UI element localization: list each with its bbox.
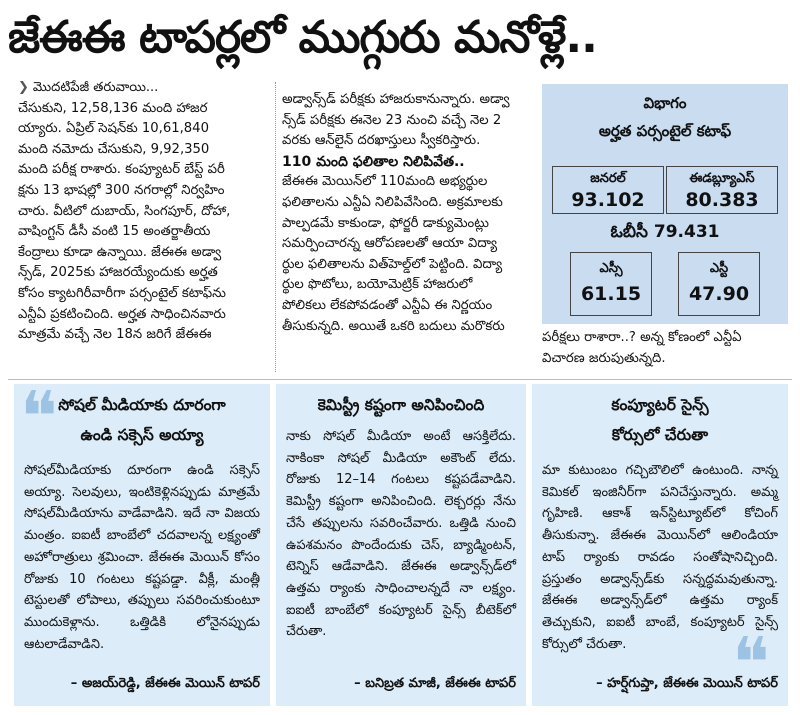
box-title-line: కోర్సులో చేరుతా — [611, 426, 709, 444]
section-divider — [8, 379, 792, 380]
cutoff-label: జనరల్ — [590, 171, 626, 186]
box-signature: – అజయ్‌రెడ్డి, జేఈఈ మెయిన్ టాపర్ — [70, 676, 260, 691]
box-signature: – బనిబ్రత మాజీ, జేఈఈ టాపర్ — [354, 676, 516, 691]
col1-line: చేసుకుని, 12,58,136 మంది హాజర — [18, 100, 208, 116]
cutoff-subtitle: అర్హత పర్సంటైల్ కటాఫ్ — [598, 122, 732, 140]
cutoff-cell-st — [678, 252, 760, 316]
col2-line: వరకు ఆన్‌లైన్ దరఖాస్తులు స్వీకరిస్తారు. — [282, 133, 481, 149]
col2-line: ర్థుల ఫొటోలు, బయోమెట్రిక్ హాజరులో — [282, 277, 473, 293]
box-title-line: కంప్యూటర్ సైన్స్ — [611, 396, 709, 414]
col1-line: మంది నమోదు చేసుకుని, 9,92,350 — [18, 141, 210, 157]
col2-line: జేఈఈ మెయిన్‌లో 110మంది అభ్యర్థుల — [282, 174, 488, 190]
cutoff-value: 79.431 — [653, 222, 720, 242]
article-column-3-tail — [542, 328, 788, 374]
cutoff-value: 93.102 — [571, 189, 645, 211]
box-title — [532, 384, 788, 450]
box-title — [276, 384, 526, 420]
col2-line: ఫలితాలను ఎన్టీఏ నిలిపివేసింది. అక్రమాలకు — [282, 194, 503, 210]
cutoff-label: ఎస్సీ — [599, 261, 623, 276]
cutoff-value: 61.15 — [580, 283, 642, 305]
cutoff-row-obc — [552, 222, 778, 246]
article-column-1 — [18, 78, 268, 378]
col2-line: ర్థుల ఫలితాలను విత్‌హెల్డ్‌లో పెట్టింది. విద్యా — [282, 256, 503, 272]
quote-mark-icon: ❝ — [20, 376, 58, 458]
kicker-text: మొదటిపేజీ తరువాయి... — [32, 80, 159, 95]
col2-line: సమర్పించారన్న ఆరోపణలతో ఆయా విద్యా — [282, 236, 498, 252]
cutoff-value: 80.383 — [685, 189, 759, 211]
col3-line: విచారణ జరుపుతున్నది. — [542, 350, 666, 366]
cutoff-label: ఎస్టీ — [709, 261, 729, 276]
col1-line: చారు. వీటిలో దుబాయ్, సింగపూర్, దోహా, — [18, 203, 231, 219]
col1-line: ఎన్టీఏ ప్రకటించింది. అర్హత సాధించినవారు — [18, 306, 226, 322]
col2-line: న్స్‌డ్ పరీక్షకు ఈనెల 23 నుంచి వచ్చే నెల 2 — [282, 112, 502, 128]
box-signature: – హర్ష్‌గుప్తా, జేఈఈ మెయిన్ టాపర్ — [596, 676, 778, 691]
article-column-2 — [282, 90, 532, 380]
col2-line: తీసుకున్నది. అయితే ఒకరి బదులు మరొకరు — [282, 318, 505, 334]
column-divider — [275, 82, 276, 372]
headline: జేఈఈ టాపర్లలో ముగ్గురు మనోళ్లే.. — [8, 12, 597, 63]
cutoff-label: ఓబీసీ — [610, 222, 648, 242]
col1-line: మంది పరీక్ష రాశారు. కంప్యూటర్ బేస్ట్ పరీ — [18, 162, 225, 178]
col2-line: పోలికలు లేకపోవడంతో ఎన్టీఏ ఈ నిర్ణయం — [282, 297, 493, 313]
cutoff-cell-sc — [570, 252, 652, 316]
subheading: 110 మంది ఫలితాల నిలిపివేత.. — [282, 153, 465, 170]
box-title-line: ఉండి సక్సెస్ అయ్యా — [80, 426, 204, 444]
col1-line: కోసం క్యాటగిరీవారీగా పర్సంటైల్ కటాఫ్‌ను — [18, 285, 226, 301]
cutoff-value: 47.90 — [688, 283, 750, 305]
col1-line: కేంద్రాలు కూడా ఉన్నాయి. జేఈఈ అడ్వా — [18, 244, 222, 260]
chevron-right-icon: ❯ — [18, 80, 29, 95]
cutoff-title: విభాగం — [643, 94, 687, 112]
col3-line: పరీక్షలు రాశారా..? అన్న కోణంలో ఎన్టీఏ — [542, 330, 742, 345]
topper-box-2 — [276, 384, 526, 706]
cutoff-cell-ews — [666, 166, 778, 214]
box-title-line: సోషల్ మీడియాకు దూరంగా — [58, 396, 226, 414]
cutoff-label: ఈడబ్ల్యూఎస్ — [689, 171, 755, 186]
col1-line: క్షను 13 భాషల్లో 300 నగరాల్లో నిర్వహిం — [18, 182, 225, 198]
box-body: మా కుటుంబం గచ్చిబౌలిలో ఉంటుంది. నాన్న కెమికల్ ఇంజినీర్‌గా పనిచేస్తున్నారు. అమ్మ గృహిణి. ఆకాశ్ ఇన్‌స్టిట్యూట్‌లో కోచింగ్ తీసుకున్నా. జేఈఈ మెయిన్‌లో ఆలిండియా టాప్ ర్యాంకు రావడం సంతోషానిచ్చింది. ప్రస్తుతం అడ్వాన్స్‌డ్‌కు సన్నద్ధమవుతున్నా. జేఈఈ అడ్వాన్స్‌డ్‌లో ఉత్తమ ర్యాంక్ తెచ్చుకుని, ఐఐటీ బాంబే, కంప్యూటర్ సైన్స్ కోర్సులో చేరుతా. — [542, 463, 778, 652]
col2-line: అడ్వాన్స్‌డ్ పరీక్షకు హాజరుకానున్నారు. అడ్వా — [282, 92, 510, 107]
col2-line: పాల్పడమే కాకుండా, ఫోర్జరీ డాక్యుమెంట్లు — [282, 215, 489, 231]
box-body: సోషల్‌మీడియాకు దూరంగా ఉండి సక్సెస్ అయ్యా. సెలవులు, ఇంటికెళ్లినప్పుడు మాత్రమే సోషల్‌మీడియాను వాడేవాడిని. ఇదే నా విజయ మంత్రం. ఐఐటీ బాంబేలో చదవాలన్న లక్ష్యంతో అహోరాత్రులు శ్రమించా. జేఈఈ మెయిన్ కోసం రోజుకు 10 గంటలు కష్టపడ్డా. వీక్లీ, మంత్లీ టెస్టులతో లోపాలు, తప్పులు సవరించుకుంటూ ముందుకెళ్లాను. ఒత్తిడికి లోనైనప్పుడు ఆటలాడేవాడిని. — [24, 463, 260, 652]
quote-mark-icon: ❝ — [732, 622, 770, 704]
cutoff-table — [542, 84, 788, 324]
col1-line: మాత్రమే వచ్చే నెల 18న జరిగే జేఈఈ — [18, 327, 212, 343]
col1-line: య్యారు. ఏప్రిల్ సెషన్‌కు 10,61,840 — [18, 121, 209, 137]
box-body: నాకు సోషల్ మీడియా అంటే ఆసక్తిలేదు. నాకింకా సోషల్ మీడియా అకౌంట్ లేదు. రోజుకు 12–14 గంటలు కష్టపడేవాడిని. కెమిస్ట్రీ కష్టంగా అనిపించింది. లెక్చరర్లు నేను చేసే తప్పులను సవరించేవారు. ఒత్తిడి నుంచి ఉపశమనం పొందేందుకు చెస్, బ్యాడ్మింటన్, టెన్నిస్ ఆడేవాడిని. జేఈఈ అడ్వాన్స్‌డ్‌లో ఉత్తమ ర్యాంకు సాధించాలన్నదే నా లక్ష్యం. ఐఐటీ బాంబేలో కంప్యూటర్ సైన్స్ బీటెక్‌లో చేరుతా. — [286, 429, 516, 640]
kicker — [18, 78, 268, 99]
col1-line: వాషింగ్టన్ డీసీ వంటి 15 అంతర్జాతీయ — [18, 224, 211, 240]
cutoff-cell-general — [552, 166, 664, 214]
box-title-line: కెమిస్ట్రీ కష్టంగా అనిపించింది — [317, 396, 485, 414]
col1-line: న్స్‌డ్, 2025కు హాజరయ్యేందుకు అర్హత — [18, 265, 218, 281]
